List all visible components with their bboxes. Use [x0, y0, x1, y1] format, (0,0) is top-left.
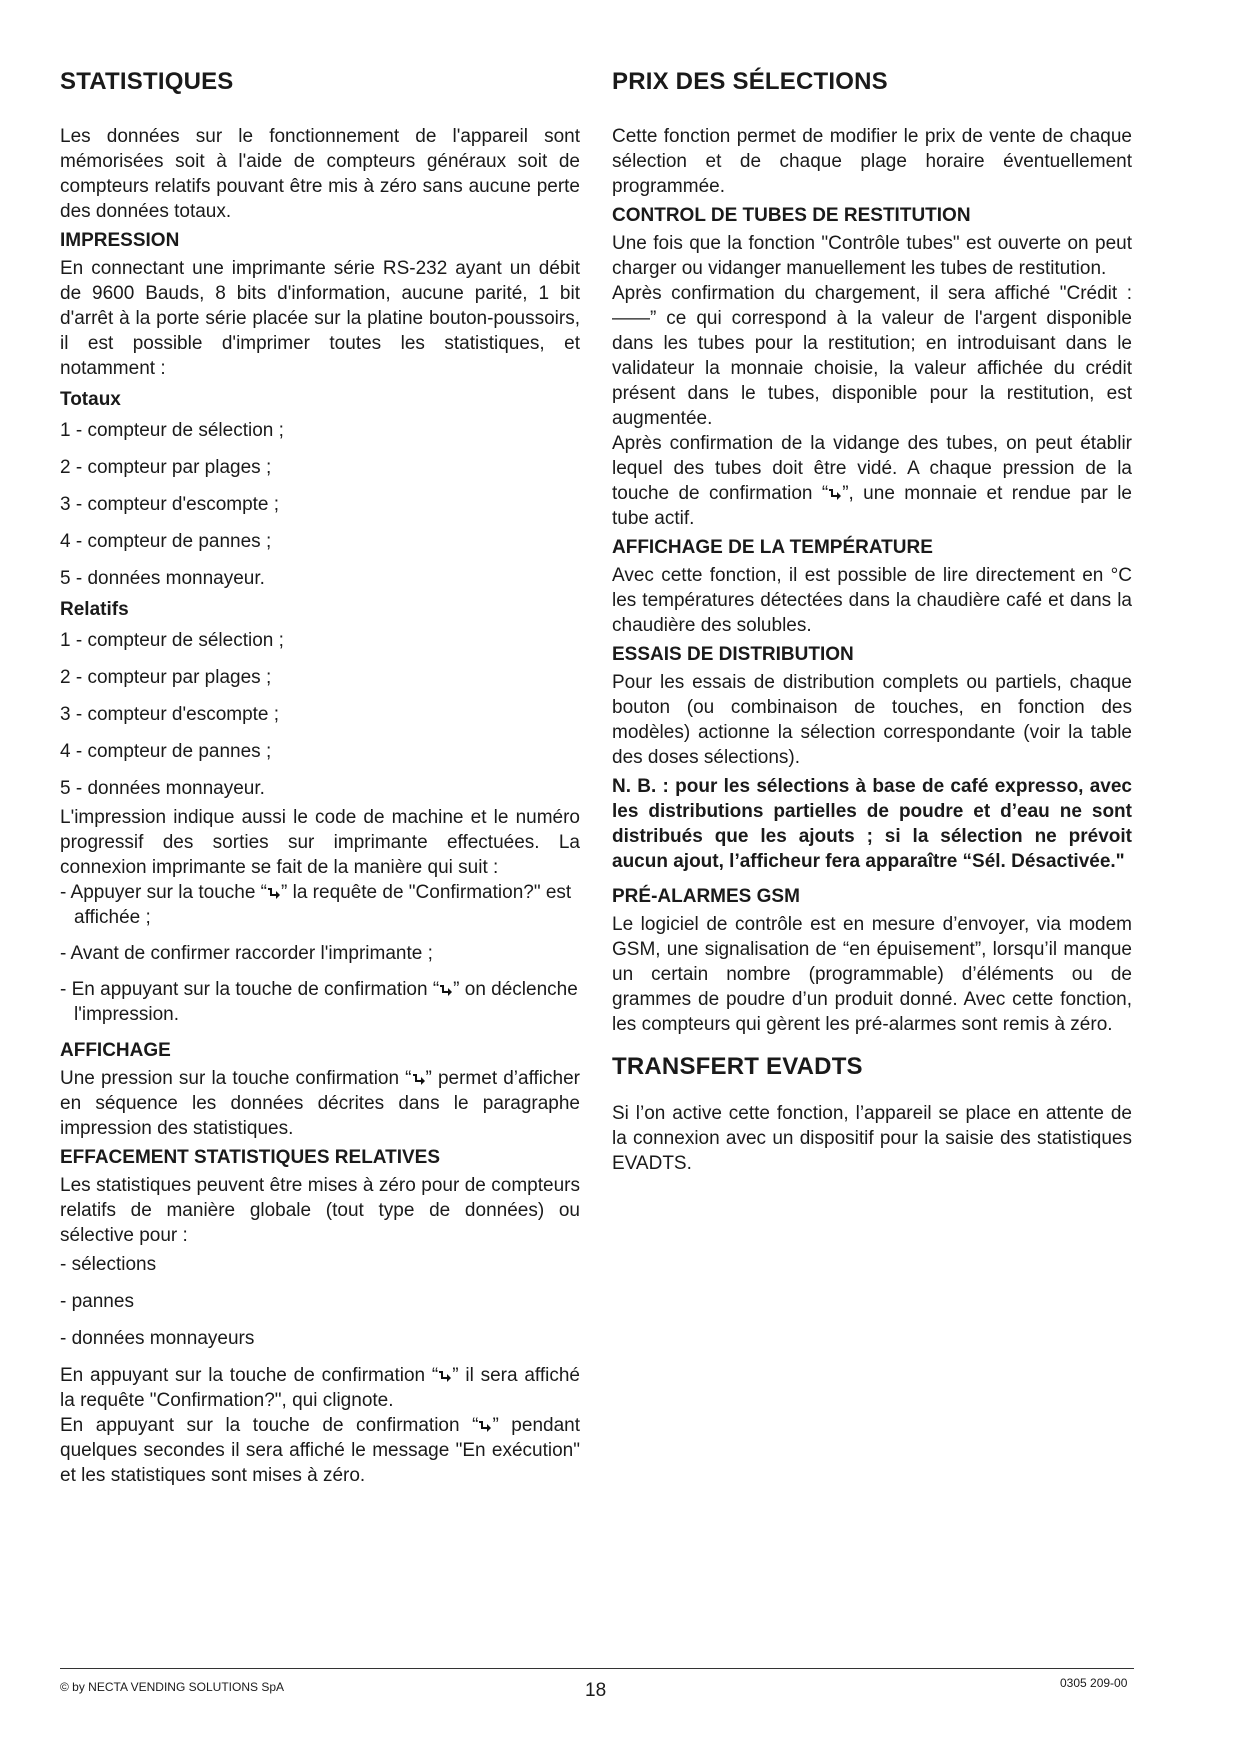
affichage-text-part: Une pression sur la touche confirmation “ — [60, 1068, 412, 1089]
evadts-text: Si l’on active cette fonction, l’appareil se place en attente de la connexion avec un dispositif pour la saisie des statistiques EVADTS. — [612, 1103, 1132, 1174]
confirm-text-part: En appuyant sur la touche de confirmation “ — [60, 1415, 479, 1436]
prix-text: Cette fonction permet de modifier le prix de vente de chaque sélection et de chaque plage horaire éventuellement programmée. — [612, 126, 1132, 197]
totaux-heading: Totaux — [60, 389, 121, 410]
step-item — [60, 977, 580, 1027]
confirm-key-icon — [478, 1418, 492, 1432]
effacement-item: - pannes — [60, 1291, 134, 1312]
control-text-part: Après confirmation de la vidange des tubes, on peut établir lequel des tubes doit être vidé. A chaque pression de la touche de confirmation “ — [612, 433, 1132, 504]
step-item — [60, 941, 580, 966]
control-heading: CONTROL DE TUBES DE RESTITUTION — [612, 205, 971, 226]
control-text-2: Après confirmation du chargement, il sera affiché "Crédit : ——” ce qui correspond à la valeur de l'argent disponible dans les tubes pour la restitution; en introduisant dans le validateur la monnaie choisie, la valeur affichée du crédit présent dans le tubes, disponible pour la restitution, est augmentée. — [612, 283, 1132, 429]
confirm-text-part: ” il sera affiché la requête "Confirmation?", qui clignote. — [60, 1365, 580, 1411]
statistiques-title: STATISTIQUES — [60, 68, 234, 95]
totaux-item: 5 - données monnayeur. — [60, 568, 265, 589]
effacement-text: Les statistiques peuvent être mises à zéro pour de compteurs relatifs de manière globale (tout type de données) ou sélective pour : — [60, 1175, 580, 1246]
totaux-item: 3 - compteur d'escompte ; — [60, 494, 280, 515]
impression-note: L'impression indique aussi le code de machine et le numéro progressif des sorties sur imprimante effectuées. La connexion imprimante se fait de la manière qui suit : — [60, 807, 580, 878]
step-text: ” la requête de "Confirmation?" est affichée ; — [74, 882, 572, 928]
gsm-text: Le logiciel de contrôle est en mesure d’envoyer, via modem GSM, une signalisation de “en épuisement”, lorsqu’il manque un certain nombre (programmable) d’éléments ou de grammes de poudre d’un produit donné. Avec cette fonction, les compteurs qui gèrent les pré-alarmes sont remis à zéro. — [612, 914, 1132, 1035]
temp-heading: AFFICHAGE DE LA TEMPÉRATURE — [612, 537, 933, 558]
impression-heading: IMPRESSION — [60, 230, 180, 251]
step-text: - En appuyant sur la touche de confirmation “ — [60, 979, 440, 1000]
totaux-item: 4 - compteur de pannes ; — [60, 531, 272, 552]
footer-divider — [60, 1668, 1134, 1669]
confirm-key-icon — [828, 486, 842, 500]
affichage-text — [60, 1066, 580, 1141]
effacement-item: - sélections — [60, 1254, 157, 1275]
confirm-key-icon — [438, 1368, 452, 1382]
relatifs-item: 1 - compteur de sélection ; — [60, 630, 284, 651]
step-item — [60, 880, 580, 930]
control-text-3 — [612, 431, 1132, 531]
relatifs-item: 4 - compteur de pannes ; — [60, 741, 272, 762]
relatifs-item: 3 - compteur d'escompte ; — [60, 704, 280, 725]
impression-text: En connectant une imprimante série RS-232 ayant un débit de 9600 Bauds, 8 bits d'information, aucune parité, 1 bit d'arrêt à la porte série placée sur la platine bouton-poussoirs, il est possible d'imprimer toutes les statistiques, et notamment : — [60, 258, 580, 379]
confirm-key-icon — [267, 885, 281, 899]
effacement-heading: EFFACEMENT STATISTIQUES RELATIVES — [60, 1147, 441, 1168]
confirm-text-part: ” pendant quelques secondes il sera affiché le message "En exécution" et les statistiques sont mises à zéro. — [60, 1415, 580, 1486]
totaux-item: 2 - compteur par plages ; — [60, 457, 272, 478]
control-text-1: Une fois que la fonction "Contrôle tubes" est ouverte on peut charger ou vidanger manuellement les tubes de restitution. — [612, 233, 1132, 279]
confirm-key-icon — [412, 1071, 426, 1085]
essais-text: Pour les essais de distribution complets ou partiels, chaque bouton (ou combinaison de touches, en fonction des modèles) actionne la sélection correspondante (voir la table des doses sélections). — [612, 672, 1132, 768]
left-column — [60, 62, 580, 1488]
confirm-text-2 — [60, 1413, 580, 1488]
affichage-text-part: ” permet d’afficher en séquence les données décrites dans le paragraphe impression des statistiques. — [60, 1068, 580, 1139]
footer-copyright: © by NECTA VENDING SOLUTIONS SpA — [60, 1680, 285, 1694]
effacement-item: - données monnayeurs — [60, 1328, 255, 1349]
confirm-text-part: En appuyant sur la touche de confirmation “ — [60, 1365, 439, 1386]
evadts-title: TRANSFERT EVADTS — [612, 1053, 863, 1080]
confirm-text-1 — [60, 1363, 580, 1413]
gsm-heading: PRÉ-ALARMES GSM — [612, 886, 800, 907]
prix-title: PRIX DES SÉLECTIONS — [612, 68, 888, 95]
control-text-part: ”, une monnaie et rendue par le tube actif. — [612, 483, 1132, 529]
relatifs-heading: Relatifs — [60, 599, 129, 620]
essais-heading: ESSAIS DE DISTRIBUTION — [612, 644, 854, 665]
step-text: ” on déclenche l'impression. — [74, 979, 578, 1025]
relatifs-item: 5 - données monnayeur. — [60, 778, 265, 799]
nb-note: N. B. : pour les sélections à base de café expresso, avec les distributions partielles de poudre et d’eau ne sont distribués que les ajouts ; si la sélection ne prévoit aucun ajout, l’afficheur fera apparaître “Sél. Désactivée." — [612, 776, 1132, 872]
confirm-key-icon — [439, 982, 453, 996]
totaux-item: 1 - compteur de sélection ; — [60, 420, 284, 441]
page-number: 18 — [585, 1680, 607, 1701]
document-code: 0305 209-00 — [1060, 1676, 1128, 1690]
right-column — [612, 62, 1132, 1176]
temp-text: Avec cette fonction, il est possible de lire directement en °C les températures détectées dans la chaudière café et dans la chaudière des solubles. — [612, 565, 1132, 636]
relatifs-item: 2 - compteur par plages ; — [60, 667, 272, 688]
step-text: - Avant de confirmer raccorder l'imprimante ; — [60, 943, 433, 964]
statistiques-intro: Les données sur le fonctionnement de l'appareil sont mémorisées soit à l'aide de compteurs généraux soit de compteurs relatifs pouvant être mis à zéro sans aucune perte des données totaux. — [60, 126, 580, 222]
affichage-heading: AFFICHAGE — [60, 1040, 171, 1061]
step-text: - Appuyer sur la touche “ — [60, 882, 267, 903]
